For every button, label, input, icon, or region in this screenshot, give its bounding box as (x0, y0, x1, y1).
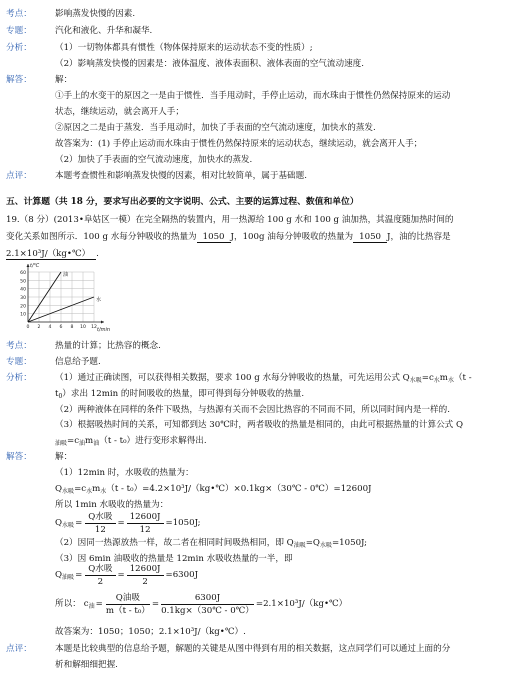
formula-part: m (92, 484, 101, 494)
formula-part: t (55, 389, 59, 399)
x-tick-label: 0 (26, 325, 30, 330)
temperature-time-chart (14, 262, 119, 332)
formula-part: =1050J; (331, 538, 368, 548)
x-axis-label: t/min (97, 327, 111, 332)
x-tick-label: 12 (91, 325, 97, 330)
numerator: 6300J (161, 594, 254, 605)
analysis2-line-5 (55, 437, 207, 447)
result: =1050J; (165, 518, 201, 529)
subscript: 水 (100, 488, 107, 495)
question-text-a: 变化关系如图所示．100 g 水每分钟吸收的热量为 (6, 232, 197, 242)
y-tick-label: 20 (20, 304, 26, 310)
analysis2-text: （t - t₀）进行变形求解得出. (99, 436, 207, 446)
analysis2-line-4: （3）根据吸热时间的关系，可知都到达 30℃时，两者吸收的热量是相同的，由此可根据热量的计算公式 Q (55, 420, 464, 430)
point-text: 影响蒸发快慢的因素. (55, 9, 136, 19)
denominator: 12 (139, 524, 151, 535)
label-point: 考点： (6, 9, 32, 19)
result: =6300J (165, 570, 199, 581)
series-label-water: 水 (96, 297, 102, 303)
fraction (106, 594, 150, 615)
label-topic: 专题： (6, 26, 32, 36)
numerator: Q水吸 (85, 565, 115, 576)
series-label-oil: 油 (63, 272, 69, 278)
answer-line-3: ②原因之二是由于蒸发．当手甩动时，加快了手表面的空气流动速度，加快水的蒸发. (55, 123, 376, 133)
fraction-formula-2: $Q_{油吸}$ = $\frac{\text{Q水吸}}{2}$ = $\frac{12600J}{2}$ =6300J (55, 564, 199, 587)
fraction (127, 513, 164, 534)
fraction (85, 565, 115, 586)
analysis2-line-1 (55, 374, 472, 384)
answer-line-4: 故答案为：(1) 手停止运动而水珠由于惯性仍然保持原来的运动状态，继续运动，就会离开人手； (55, 139, 423, 149)
solution-line-2: 所以 1min 水吸收的热量为： (55, 500, 169, 510)
section-title: 五、计算题（共 18 分，要求写出必要的文字说明、公式、主要的运算过程、数值和单位） (6, 197, 359, 207)
denominator: 0.1kg×（30℃ - 0℃） (161, 605, 254, 616)
subscript: 水吸 (62, 521, 75, 529)
final-answer: 故答案为：1050；1050；2.1×10³J/（kg•℃）. (55, 627, 246, 637)
subscript: 水吸 (319, 542, 332, 549)
subscript: 水 (447, 377, 454, 384)
denominator: m（t - t₀） (105, 605, 150, 616)
solution-text: （2）因同一热源放热一样，故二者在相同时间吸热相同，即 Q (55, 538, 294, 548)
numerator: 12600J (127, 565, 164, 576)
analysis2-line-3: （2）两种液体在同样的条件下吸热，与热源有关而不会因比热容的不同而不同，所以同时间内是一样的. (55, 405, 450, 415)
subscript: 油吸 (62, 573, 75, 581)
analysis2-line-2 (55, 390, 304, 400)
result: =2.1×10³J/（kg•℃） (255, 599, 348, 610)
topic-text: 汽化和液化、升华和凝华. (55, 26, 153, 36)
topic-text-2: 信息给予题. (55, 357, 101, 367)
y-tick-label: 60 (20, 271, 26, 276)
analysis-line-1: （1）一切物体都具有惯性（物体保持原来的运动状态不变的性质）; (55, 43, 313, 53)
point-text-2: 热量的计算；比热容的概念. (55, 341, 161, 351)
formula-part: （t - t₀）=4.2×10³J/（kg•℃）×0.1kg×（30℃ - 0℃）=12600J (106, 484, 372, 494)
subscript: 油 (88, 602, 95, 610)
formula-prefix: 所以： (55, 599, 81, 610)
question-line-1: 19.（8 分）(2013•阜姑区一模）在完全隔热的装置内，用一热源给 100 g 水和 100 g 油加热，其温度随加热时间的 (6, 215, 454, 225)
answer-line-2: 状态，继续运动，就会离开人手； (55, 107, 184, 117)
formula-part: （t - (453, 373, 472, 383)
fraction (127, 565, 164, 586)
label-point-2: 考点： (6, 341, 32, 351)
analysis2-text: ）求出 12min 的时间吸收的热量，即可得到每分钟吸收的热量. (62, 389, 305, 399)
formula-part: =c (421, 373, 434, 383)
subscript: 0 (58, 393, 63, 400)
y-tick-label: 30 (20, 296, 26, 301)
formula-part: m (439, 373, 448, 383)
subscript: 油 (93, 440, 100, 447)
denominator: 12 (94, 524, 106, 535)
numerator: Q油吸 (106, 594, 150, 605)
x-tick-label: 10 (80, 325, 86, 330)
formula-part: c (83, 598, 89, 609)
numerator: 12600J (127, 513, 164, 524)
answer-line-1: ①手上的水变干的原因之一是由于惯性．当手甩动时，手停止运动，而水珠由于惯性仍然保持原来的运动 (55, 91, 451, 101)
comment2-line-1: 本题是比较典型的信息给予题，解题的关键是从图中得到有用的相关数据，这点同学们可以通过上面的分 (55, 644, 451, 654)
formula-part: =c (74, 484, 87, 494)
label-comment: 点评： (6, 171, 32, 181)
subscript: 水 (433, 377, 440, 384)
fraction-formula-3: 所以： $c_油$ = $\frac{\text{Q油吸}}{\text{m（t - t₀）}}$ = $\frac{6300J}{0.1kg\times(30℃ - 0℃)}$ =2.1×10³J/（kg•℃） (55, 593, 348, 616)
analysis-line-2: （2）影响蒸发快慢的因素是：液体温度、液体表面积、液体表面的空气流动速度. (55, 59, 364, 69)
answer-blank-3: 2.1×10³J/（kg•℃） (6, 250, 96, 260)
comment2-line-2: 析和解细细把握. (55, 660, 118, 670)
x-tick-label: 4 (48, 325, 52, 330)
fraction-formula-1: $Q_{水吸}$ = $\frac{\text{Q水吸}}{12}$ = $\frac{12600J}{12}$ =1050J; (55, 512, 201, 535)
answer2-head: 解： (55, 452, 73, 462)
solution-line-4: （3）因 6min 油吸收的热量是 12min 水吸收热量的一半，即 (55, 554, 293, 564)
comment-text: 本题考查惯性和影响蒸发快慢的因素，相对比较简单，属于基础题. (55, 171, 307, 181)
question-text-c: J，油的比热容是 (387, 232, 451, 242)
answer-blank-2: 1050 (353, 233, 387, 243)
answer-blank-1: 1050 (197, 233, 231, 243)
fraction (161, 594, 254, 615)
x-axis-arrow (101, 321, 104, 324)
subscript: 水吸 (62, 488, 75, 495)
subscript: 油吸 (55, 440, 68, 447)
x-tick-label: 8 (70, 325, 74, 330)
question-end: . (96, 249, 99, 259)
x-tick-label: 2 (37, 325, 41, 330)
solution-line-3 (55, 539, 367, 549)
answer-line-5: （2）加快了手表面的空气流动速度，加快水的蒸发. (55, 155, 253, 165)
y-tick-label: 50 (20, 279, 26, 285)
x-tick-label: 6 (59, 325, 63, 330)
fraction (85, 513, 115, 534)
solution-formula-1 (55, 485, 372, 495)
formula-part: Q (55, 517, 63, 528)
formula-part: =c (67, 436, 80, 446)
question-line-3 (6, 250, 99, 260)
denominator: 2 (142, 576, 148, 587)
formula-part: m (85, 436, 94, 446)
formula-part: Q (55, 484, 63, 494)
solution-line-1: （1）12min 时，水吸收的热量为： (55, 468, 194, 478)
subscript: 水吸 (409, 377, 422, 384)
question-line-2 (6, 233, 451, 243)
formula-part: Q (55, 569, 63, 580)
label-answer-2: 解答： (6, 452, 32, 462)
analysis2-text: （1）通过正确读图，可以获得相关数据，要求 100 g 水每分钟吸收的热量，可先运用公式 Q (55, 373, 410, 383)
y-axis-label: t/℃ (30, 263, 40, 269)
label-analysis: 分析： (6, 43, 32, 53)
numerator: Q水吸 (85, 513, 115, 524)
formula-q (55, 571, 74, 581)
subscript: 油 (79, 440, 86, 447)
label-topic-2: 专题： (6, 357, 32, 367)
label-analysis-2: 分析： (6, 373, 32, 383)
label-answer: 解答： (6, 75, 32, 85)
formula-part: =Q (305, 538, 320, 548)
y-tick-label: 40 (20, 287, 26, 293)
label-comment-2: 点评： (6, 644, 32, 654)
denominator: 2 (97, 576, 104, 587)
subscript: 油吸 (293, 542, 306, 549)
question-text-b: J，100g 油每分钟吸收的热量为 (230, 232, 354, 242)
y-tick-label: 10 (20, 312, 26, 318)
subscript: 水 (86, 488, 93, 495)
answer-head: 解： (55, 75, 73, 85)
formula-q (55, 519, 74, 529)
